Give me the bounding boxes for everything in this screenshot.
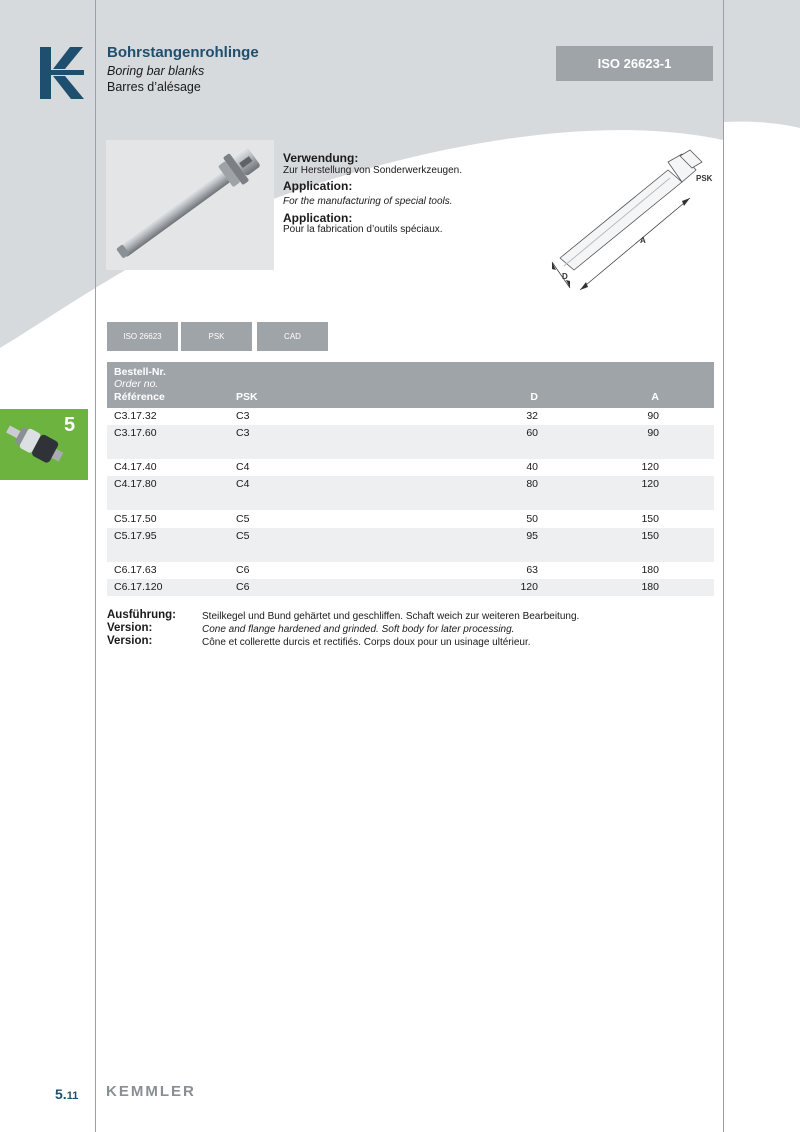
cell-ref: C5.17.95: [114, 530, 157, 542]
cell-psk: C6: [236, 564, 250, 576]
psk-label: PSK: [696, 174, 713, 183]
cell-a: 120: [641, 461, 659, 473]
cell-ref: C3.17.32: [114, 410, 157, 422]
cell-a: 180: [641, 564, 659, 576]
application-text-de: Zur Herstellung von Sonderwerkzeugen.: [283, 165, 462, 176]
page-major: 5.: [55, 1086, 67, 1102]
cell-psk: C4: [236, 461, 250, 473]
d-label: D: [562, 272, 568, 281]
iso-badge: ISO 26623-1: [556, 46, 713, 81]
tool-holder-thumbnail: [0, 409, 64, 480]
application-heading-fr: Application:: [283, 211, 353, 225]
table-row: [107, 408, 714, 425]
tab-cad[interactable]: CAD: [257, 322, 328, 351]
page-minor: 11: [66, 1090, 79, 1102]
version-label-fr: Version:: [107, 635, 153, 647]
cell-a: 150: [641, 513, 659, 525]
a-label: A: [640, 236, 646, 245]
cell-ref: C5.17.50: [114, 513, 157, 525]
table-row: [107, 562, 714, 579]
version-label-en: Version:: [107, 622, 153, 634]
cell-ref: C6.17.63: [114, 564, 157, 576]
cell-d: 40: [526, 461, 538, 473]
header-d: D: [530, 391, 538, 403]
header-order-en: Order no.: [114, 378, 159, 390]
cell-a: 90: [647, 427, 659, 439]
cell-d: 60: [526, 427, 538, 439]
header-psk: PSK: [236, 391, 258, 403]
cell-d: 80: [526, 478, 538, 490]
header-order-fr: Référence: [114, 391, 165, 403]
cell-a: 90: [647, 410, 659, 422]
cell-psk: C3: [236, 427, 250, 439]
tab-psk[interactable]: PSK: [181, 322, 252, 351]
application-text-en: For the manufacturing of special tools.: [283, 196, 453, 207]
cell-a: 150: [641, 530, 659, 542]
cell-a: 120: [641, 478, 659, 490]
kemmler-logo: [40, 47, 84, 99]
tab-iso[interactable]: ISO 26623: [107, 322, 178, 351]
table-row: [107, 425, 714, 442]
version-text-fr: Cône et collerette durcis et rectifiés. Corps doux pour un usinage ultérieur.: [202, 637, 531, 648]
version-label-de: Ausführung:: [107, 609, 176, 621]
table-row: [107, 476, 714, 493]
header-a: A: [651, 391, 659, 403]
table-spacer: [107, 442, 714, 459]
table-row: [107, 528, 714, 545]
application-heading-en: Application:: [283, 179, 353, 193]
page-title-fr: Barres d’alésage: [107, 80, 201, 94]
table-row: [107, 511, 714, 528]
application-heading-de: Verwendung:: [283, 151, 359, 165]
page-title: Bohrstangenrohlinge: [107, 44, 259, 61]
cell-a: 180: [641, 581, 659, 593]
application-text-fr: Pour la fabrication d’outils spéciaux.: [283, 224, 443, 235]
boring-bar-photo: [106, 140, 274, 270]
header-order-de: Bestell-Nr.: [114, 366, 166, 378]
cell-ref: C3.17.60: [114, 427, 157, 439]
cell-psk: C5: [236, 513, 250, 525]
left-rule: [95, 0, 96, 1132]
cell-d: 63: [526, 564, 538, 576]
table-header: [107, 362, 714, 408]
table-row: [107, 579, 714, 596]
cell-psk: C4: [236, 478, 250, 490]
dimension-drawing: [540, 148, 722, 300]
table-spacer: [107, 493, 714, 510]
brand-name: KEMMLER: [106, 1083, 196, 1100]
version-text-de: Steilkegel und Bund gehärtet und geschliffen. Schaft weich zur weiteren Bearbeitung.: [202, 611, 580, 622]
right-rule: [723, 0, 724, 1132]
cell-psk: C5: [236, 530, 250, 542]
table-spacer: [107, 545, 714, 562]
cell-ref: C6.17.120: [114, 581, 163, 593]
page-number: [55, 1086, 78, 1102]
cell-d: 95: [526, 530, 538, 542]
cell-ref: C4.17.40: [114, 461, 157, 473]
cell-psk: C3: [236, 410, 250, 422]
page-title-en: Boring bar blanks: [107, 64, 205, 78]
table-row: [107, 459, 714, 476]
cell-d: 120: [520, 581, 538, 593]
cell-psk: C6: [236, 581, 250, 593]
version-text-en: Cone and flange hardened and grinded. Soft body for later processing.: [202, 624, 515, 635]
cell-ref: C4.17.80: [114, 478, 157, 490]
cell-d: 32: [526, 410, 538, 422]
cell-d: 50: [526, 513, 538, 525]
chapter-number: 5: [64, 414, 76, 436]
